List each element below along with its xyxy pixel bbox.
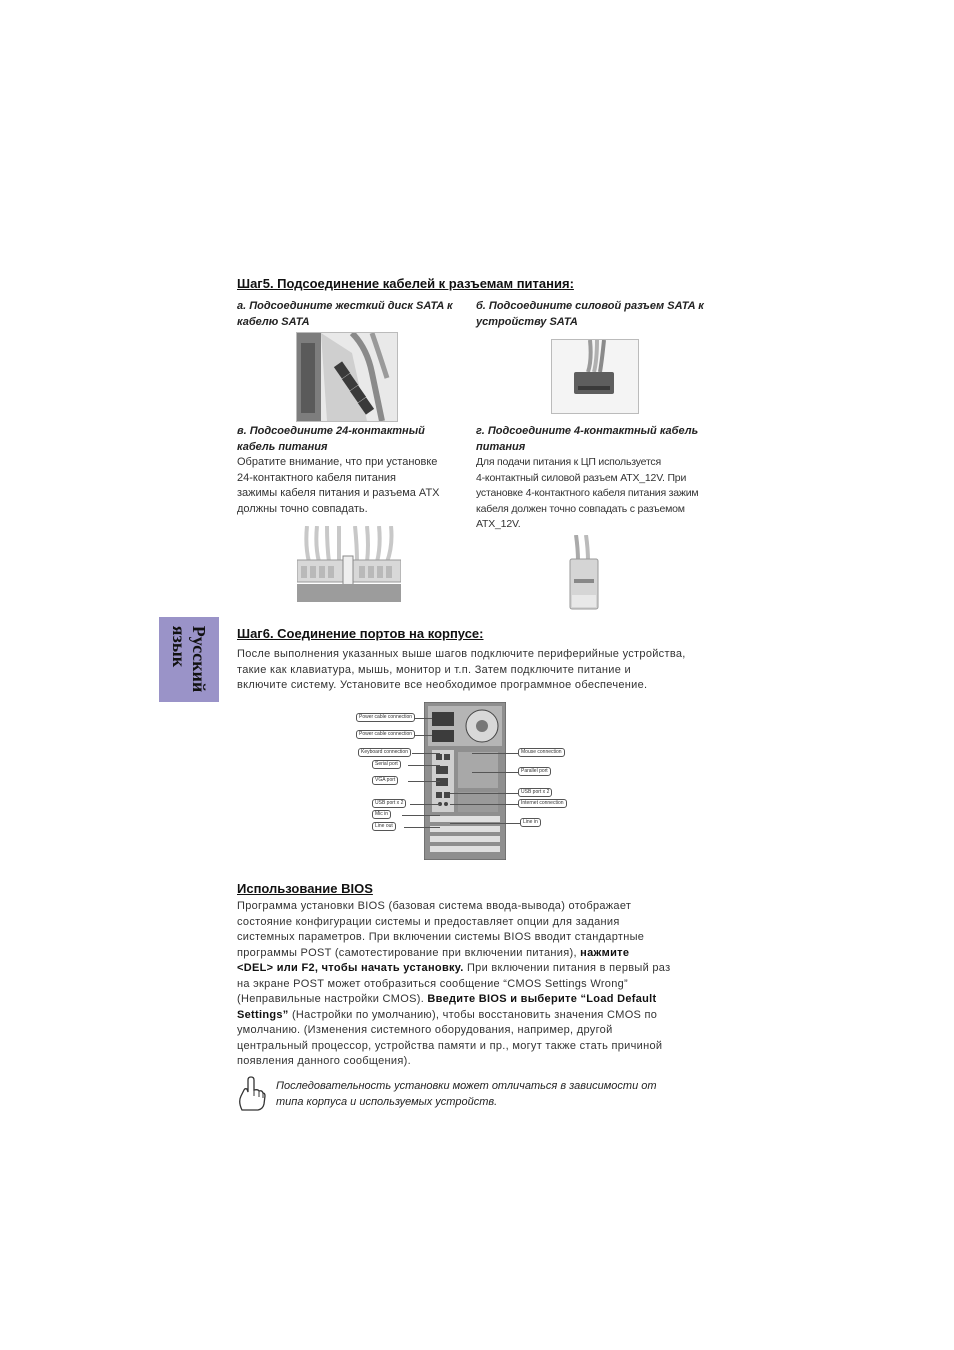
step5-a-line2: кабелю SATA: [237, 316, 310, 328]
language-side-tab: [159, 617, 219, 702]
step5-v-block: [237, 423, 472, 517]
label-line-out: Line out: [372, 822, 396, 831]
sata-power-connector-image: [551, 339, 639, 414]
bios-line: Settings” (Настройки по умолчанию), чтобы восстановить значения CMOS по: [237, 1008, 658, 1021]
step5-g-text-line: 4-контактный силовой разъем ATX_12V. При: [476, 471, 687, 484]
bios-line: на экране POST может отобразиться сообщение “CMOS Settings Wrong”: [237, 977, 628, 990]
step5-g-line1: г. Подсоедините 4-контактный кабель: [476, 425, 699, 437]
side-tab-label-line1: Русский: [189, 625, 209, 693]
atx-24pin-connector-image: [297, 526, 401, 604]
step5-b-caption: [476, 298, 726, 330]
step6-text: [237, 647, 727, 694]
step6-heading: Шаг6. Соединение портов на корпусе:: [237, 626, 484, 641]
label-usb-right: USB port x 2: [518, 788, 552, 797]
step5-a-caption: [237, 298, 472, 330]
label-line-in: Line in: [520, 818, 541, 827]
step5-v-text-line: зажимы кабеля питания и разъема ATX: [237, 487, 440, 499]
label-usb-left: USB port x 2: [372, 799, 406, 808]
label-keyboard: Keyboard connection: [358, 748, 411, 757]
bios-line: умолчанию. (Изменения системного оборудования, например, другой: [237, 1024, 613, 1036]
bios-line: центральный процессор, устройства памяти и пр., могут также стать причиной: [237, 1039, 663, 1052]
atx12v-4pin-connector-image: [562, 535, 604, 611]
step5-v-text-line: 24-контактного кабеля питания: [237, 471, 397, 484]
step5-g-text-line: ATX_12V.: [476, 518, 521, 530]
step5-v-line2: кабель питания: [237, 441, 328, 453]
sata-hdd-image: [296, 332, 398, 422]
step5-b-line1: б. Подсоедините силовой разъем SATA к: [476, 300, 704, 312]
installation-note: [276, 1078, 726, 1110]
step5-v-text: [237, 455, 472, 517]
label-mic-in: Mic in: [372, 810, 391, 819]
step5-v-line1: в. Подсоедините 24-контактный: [237, 425, 425, 437]
note-line2: типа корпуса и используемых устройств.: [276, 1096, 498, 1108]
step5-b-line2: устройству SATA: [476, 316, 578, 328]
step5-g-text-line: Для подачи питания к ЦП используется: [476, 456, 661, 468]
step6-text-line: включите систему. Установите все необходимое программное обеспечение.: [237, 679, 648, 691]
bios-line: системных параметров. При включении системы BIOS вводит стандартные: [237, 931, 645, 943]
case-ports-diagram: [350, 700, 572, 862]
label-power-cable-1: Power cable connection: [356, 713, 415, 722]
step6-text-line: После выполнения указанных выше шагов подключите периферийные устройства,: [237, 648, 686, 660]
bios-line: состояние конфигурации системы и предоставляет опции для задания: [237, 915, 620, 928]
pointing-hand-icon: [236, 1076, 266, 1112]
bios-line: Программа установки BIOS (базовая система ввода-вывода) отображает: [237, 900, 632, 912]
step6-text-line: такие как клавиатура, мышь, монитор и т.п. Затем подключите питание и: [237, 663, 631, 676]
note-line1: Последовательность установки может отличаться в зависимости от: [276, 1080, 657, 1092]
bios-line: появления данного сообщения).: [237, 1055, 411, 1067]
label-vga-port: VGA port: [372, 776, 398, 785]
bios-text: [237, 899, 727, 1070]
step5-v-text-line: Обратите внимание, что при установке: [237, 456, 438, 468]
step5-g-text: [476, 455, 726, 533]
step5-v-text-line: должны точно совпадать.: [237, 502, 368, 515]
step5-a-line1: а. Подсоедините жесткий диск SATA к: [237, 300, 453, 312]
step5-g-text-line: кабеля должен точно совпадать с разъемом: [476, 502, 685, 515]
bios-heading: Использование BIOS: [237, 881, 373, 896]
label-power-cable-2: Power cable connection: [356, 730, 415, 739]
step5-g-block: [476, 423, 726, 533]
step5-g-line2: питания: [476, 441, 526, 453]
bios-line: <DEL> или F2, чтобы начать установку. При включении питания в первый раз: [237, 962, 671, 974]
bios-line: (Неправильные настройки CMOS). Введите BIOS и выберите “Load Default: [237, 993, 657, 1005]
label-internet: Internet connection: [518, 799, 567, 808]
side-tab-label-line2: язык: [169, 625, 189, 668]
label-mouse: Mouse connection: [518, 748, 565, 757]
bios-line: программы POST (самотестирование при включении питания), нажмите: [237, 946, 630, 959]
label-parallel-port: Parallel port: [518, 767, 551, 776]
step5-g-text-line: установке 4-контактного кабеля питания зажим: [476, 487, 699, 499]
label-serial-port: Serial port: [372, 760, 401, 769]
step5-heading: Шаг5. Подсоединение кабелей к разъемам питания:: [237, 276, 574, 291]
